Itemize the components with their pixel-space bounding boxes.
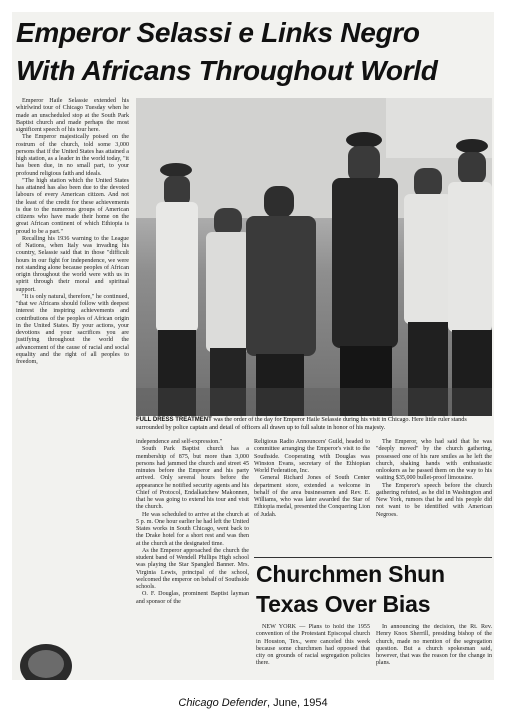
headline-line-2: With Africans Throughout World — [16, 55, 438, 86]
source-credit — [0, 697, 506, 709]
headline2-line-2: Texas Over Bias — [256, 591, 431, 617]
article-paragraph: "The high station which the United States has attained has also been due to the devoted labours of every American citizen. And not the least of the credit for these achievements is due to the numerous groups of American citizens who have made their home on the great African continent of which Ethiopia is proud to be a part." — [16, 177, 129, 235]
article-paragraph: General Richard Jones of South Center department store, extended a welcome in behalf of the area businessmen and Rev. E. Williams, who was later awarded the Star of Ethiopia medal, presented the Conquering Lion of Judah. — [254, 475, 370, 518]
article-paragraph: Recalling his 1936 warning to the League of Nations, when Italy was invading his country, Selassie said that in those "difficult hours in our fight for independence, we were not standing alone because peoples of African origin throughout the world were with us in spirit through their moral and spiritual support. — [16, 235, 129, 293]
photo-caption — [136, 416, 492, 431]
article-column-4 — [376, 439, 492, 519]
article-paragraph: The Emperor, who had said that he was "deeply moved" by the church gathering, possessed one of his rare smiles as he left the church, shaking hands with enthusiastic onlookers as he passed them on the way to his waiting $35,000 bullet-proof limousine. — [376, 439, 492, 482]
publication-date: , June, 1954 — [267, 697, 328, 709]
article-paragraph: He was scheduled to arrive at the church at 5 p. m. One hour earlier he had left the United States works in South Chicago, went back to the Drake hotel for a short rest and was then at the church at the designated time. — [136, 511, 249, 547]
photo-fragment — [16, 630, 76, 680]
article-paragraph: South Park Baptist church has a membership of 875, but more than 3,000 persons had jammed the church and street 45 minutes before the Emperor and his party arrived. Only several hours before the appearance he notified security agents and his Chief of Protocol, Endalkatchew Makonnen, that he was going to extend his tour and visit the church. — [136, 446, 249, 511]
article-paragraph: independence and self-expression." — [136, 439, 223, 445]
caption-lead: FULL DRESS TREATMENT — [136, 417, 212, 423]
headline2-line-1: Churchmen Shun — [256, 561, 445, 587]
article-paragraph: NEW YORK — Plans to hold the 1955 convention of the Protestant Episcopal church in Houston, Tex., were canceled this week because some churchmen had opposed that city on grounds of racial segregation policies there. — [256, 624, 370, 667]
article-paragraph: The Emperor majestically poised on the rostrum of the church, told some 3,000 persons that if the United States has attained a high station, as a leader in the world today, "it has been due, in no small part, to your profound religious faith and ideals. — [16, 134, 129, 177]
article-column-3 — [254, 439, 370, 519]
article-paragraph: The Emperor's speech before the church gathering refuted, as he did in Washington and New York, rumors that he and his people did not want to be identified with American Negroes. — [376, 482, 492, 518]
article-paragraph: As the Emperor approached the church the student band of Wendell Phillips High school was playing the Star Spangled Banner. Mrs. Virginia Lewis, principal of the school, welcomed the emperor on behalf of Southside schools. — [136, 547, 249, 590]
article2-left — [256, 624, 370, 676]
publication-name: Chicago Defender — [178, 697, 268, 709]
article-paragraph: O. F. Douglas, prominent Baptist layman and sponsor of the — [136, 591, 249, 605]
article-column-left — [16, 98, 129, 366]
article-paragraph: In announcing the decision, the Rt. Rev. Henry Knox Sherrill, presiding bishop of the church, made no mention of the segregation question. But a church spokesman said, however, that was the reason for the change in plans. — [376, 624, 492, 667]
caption-text: was the order of the day for Emperor Haile Selassie during his visit in Chicago. Here little ruler stands surrounded by police captain and detail of officers all drawn up to full salute in honor of his majesty. — [136, 416, 467, 432]
photo-illustration — [136, 98, 492, 416]
section-divider — [254, 557, 492, 558]
article2-right — [376, 624, 492, 676]
article-paragraph: Emperor Haile Selassie extended his whirlwind tour of Chicago Tuesday when he made an unscheduled stop at the South Park Baptist church and made perhaps the most significent speech of his tour here. — [16, 98, 129, 133]
news-photo — [136, 98, 492, 416]
article-column-2 — [136, 439, 249, 606]
article-paragraph: Religious Radio Announcers' Guild, headed to committee arranging the Emperor's visit to the Southside. Cooperating with Douglas was Winston Evans, secretary of the Ethiopian World Federation, Inc. — [254, 439, 370, 474]
newspaper-clipping — [12, 12, 494, 680]
article-paragraph: "It is only natural, therefore," he continued, "that we Africans should follow with deepest interest the inspiring achievements and contributions of the peoples of African origin in the United States. By your actions, your devotions and your sacrifices you are justifying throughout the world the advancement of the cause of racial and social equality and the right of all peoples to freedom, — [16, 293, 129, 365]
headline-line-1: Emperor Selassi e Links Negro — [16, 17, 420, 48]
